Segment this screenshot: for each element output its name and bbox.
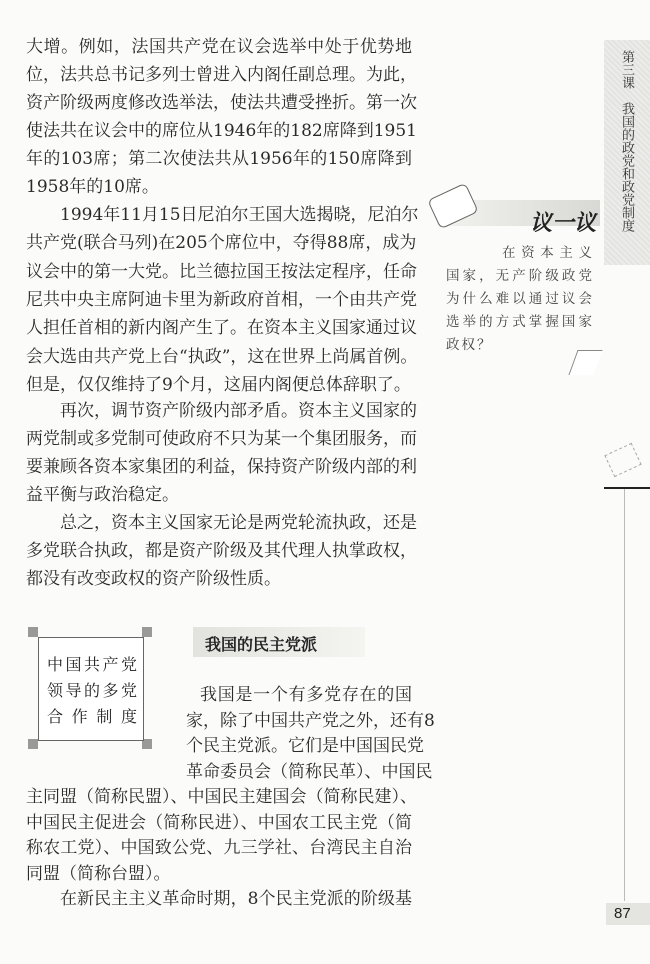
text-line: 会大选由共产党上台“执政”，这在世界上尚属首例。: [26, 346, 418, 367]
chapter-name: 我国的政党和政党制度: [619, 102, 634, 232]
text-line: 称农工党）、中国致公党、九三学社、台湾民主自治: [26, 838, 412, 858]
keypoint-box: [28, 627, 152, 749]
text-line: 资产阶级两度修改选举法，使法共遭受挫折。第一次: [26, 93, 417, 113]
discussion-title: 议一议: [529, 210, 596, 236]
text-line: 共产党(联合马列)在205个席位中，夺得88席，成为: [26, 233, 417, 254]
corner-ornament: [28, 627, 38, 637]
text-line: 位，法共总书记多列士曾进入内阁任副总理。为此，: [26, 65, 417, 85]
discussion-box: [430, 190, 600, 375]
text-line: 要兼顾各资本家集团的利益，保持资产阶级内部的利: [26, 457, 417, 477]
text-line: 个民主党派。它们是中国国民党: [186, 736, 424, 756]
text-line: 1994年11月15日尼泊尔王国大选揭晓，尼泊尔: [60, 205, 419, 225]
text-line: 年的103席；第二次使法共从1956年的150席降到: [26, 149, 412, 169]
text-line: 大增。例如，法国共产党在议会选举中处于优势地: [26, 37, 412, 57]
text-line: 我国是一个有多党存在的国: [200, 685, 412, 705]
text-line: 再次，调节资产阶级内部矛盾。资本主义国家的: [60, 401, 417, 421]
section-header: [193, 627, 365, 657]
margin-line: [624, 489, 625, 901]
text-line: 总之，资本主义国家无论是两党轮流执政，还是: [60, 513, 417, 533]
text-line: 但是，仅仅维持了9个月，这届内阁便总体辞职了。: [26, 374, 411, 395]
text-line: 都没有改变政权的资产阶级性质。: [26, 569, 281, 589]
text-line: 1958年的10席。: [26, 177, 159, 197]
page-number: 87: [606, 903, 650, 925]
text-line: 尼共中央主席阿迪卡里为新政府首相，一个由共产党: [26, 289, 417, 310]
text-line: 议会中的第一大党。比兰德拉国王按法定程序，任命: [26, 261, 417, 282]
discussion-question: 在资本主义国家，无产阶级政党为什么难以通过议会选举的方式掌握国家政权？: [446, 245, 594, 353]
text-line: 两党制或多党制可使政府不只为某一个集团服务，而: [26, 429, 417, 449]
text-line: 革命委员会（简称民革）、中国民: [186, 761, 433, 782]
section-title: 我国的民主党派: [205, 635, 318, 654]
text-line: 家，除了中国共产党之外，还有8: [186, 710, 435, 731]
chapter-title: [614, 50, 634, 232]
text-line: 在新民主主义革命时期，8个民主党派的阶级基: [60, 889, 412, 909]
chapter-number: 第三课: [619, 50, 634, 89]
text-line: 同盟（简称台盟）。: [26, 863, 171, 884]
keypoint-line: 合作制度: [47, 707, 137, 726]
corner-ornament: [142, 627, 152, 637]
text-line: 使法共在议会中的席位从1946年的182席降到1951: [26, 121, 417, 141]
text-line: 多党联合执政，都是资产阶级及其代理人执掌政权，: [26, 541, 417, 561]
keypoint-frame: [38, 637, 144, 741]
text-line: 主同盟（简称民盟）、中国民主建国会（简称民建）、: [26, 787, 417, 807]
keypoint-line: 领导的多党: [47, 681, 137, 700]
margin-rule: [604, 487, 650, 489]
corner-ornament: [28, 739, 38, 749]
text-line: 人担任首相的新内阁产生了。在资本主义国家通过议: [26, 318, 417, 339]
note-icon: [604, 443, 641, 477]
text-line: 益平衡与政治稳定。: [26, 485, 179, 505]
text-line: 中国民主促进会（简称民进）、中国农工民主党（简: [26, 812, 412, 833]
keypoint-line: 中国共产党: [47, 655, 137, 674]
